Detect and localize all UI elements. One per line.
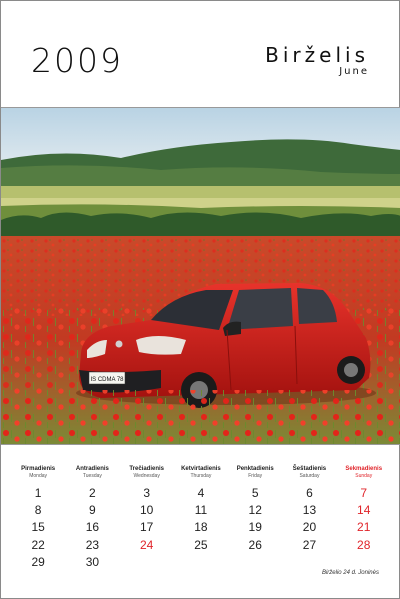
day-cell bbox=[120, 554, 174, 571]
day-cell: 9 bbox=[89, 503, 96, 518]
day-cell: 14 bbox=[357, 503, 371, 518]
day-cell: 21 bbox=[357, 520, 371, 535]
week-row bbox=[11, 485, 391, 502]
week-row bbox=[11, 519, 391, 536]
day-cell: 12 bbox=[248, 503, 262, 518]
day-cell: 3 bbox=[143, 486, 150, 500]
day-cell: 29 bbox=[31, 554, 45, 569]
weekday-thursday: Ketvirtadienis Thursday bbox=[181, 466, 221, 479]
day-cell: 30 bbox=[85, 554, 100, 569]
day-cell bbox=[174, 554, 228, 571]
weekday-wednesday: Trečiadienis Wednesday bbox=[129, 466, 164, 479]
car-in-poppy-field-photo bbox=[1, 107, 400, 445]
day-cell: 17 bbox=[139, 520, 154, 535]
day-cell: 23 bbox=[85, 537, 100, 552]
day-cell: 25 bbox=[194, 537, 208, 552]
day-cell: 4 bbox=[197, 486, 205, 500]
weeks-container bbox=[11, 485, 391, 571]
weekday-friday: Penktadienis Friday bbox=[236, 466, 274, 479]
weekday-sunday: Sekmadienis Sunday bbox=[345, 466, 383, 479]
weekday-monday: Pirmadienis Monday bbox=[21, 466, 56, 479]
week-row bbox=[11, 554, 391, 571]
day-cell: 16 bbox=[85, 520, 100, 535]
month-title-lithuanian: Birželis bbox=[265, 43, 369, 67]
day-cell: 28 bbox=[357, 537, 371, 552]
day-cell bbox=[282, 554, 336, 571]
license-plate: IS CDMA 78 bbox=[90, 377, 124, 383]
day-cell: 6 bbox=[306, 486, 313, 500]
day-cell: 15 bbox=[31, 520, 45, 535]
day-cell: 20 bbox=[302, 520, 317, 535]
week-row bbox=[11, 537, 391, 554]
day-cell: 10 bbox=[139, 503, 154, 518]
day-cell: 18 bbox=[194, 520, 208, 535]
day-cell: 24 bbox=[139, 537, 154, 552]
day-cell: 19 bbox=[248, 520, 262, 535]
month-title-english: June bbox=[339, 66, 369, 77]
day-cell: 2 bbox=[89, 486, 96, 500]
calendar-grid bbox=[11, 466, 391, 571]
day-cell: 11 bbox=[194, 503, 208, 518]
weekday-header-row bbox=[11, 466, 391, 482]
day-cell bbox=[228, 554, 282, 571]
day-cell: 22 bbox=[31, 537, 45, 552]
day-cell: 26 bbox=[248, 537, 262, 552]
year-title: 2009 bbox=[31, 41, 123, 80]
day-cell: 5 bbox=[251, 486, 259, 500]
holiday-footnote: Birželio 24 d. Joninės bbox=[321, 570, 379, 576]
day-cell: 8 bbox=[34, 503, 42, 518]
day-cell: 7 bbox=[360, 486, 368, 500]
weekday-tuesday: Antradienis Tuesday bbox=[75, 466, 109, 479]
day-cell: 13 bbox=[302, 503, 317, 518]
day-cell bbox=[337, 554, 391, 571]
day-cell: 27 bbox=[302, 537, 317, 552]
day-cell: 1 bbox=[34, 486, 42, 500]
week-row bbox=[11, 502, 391, 519]
weekday-saturday: Šeštadienis Saturday bbox=[292, 466, 327, 479]
